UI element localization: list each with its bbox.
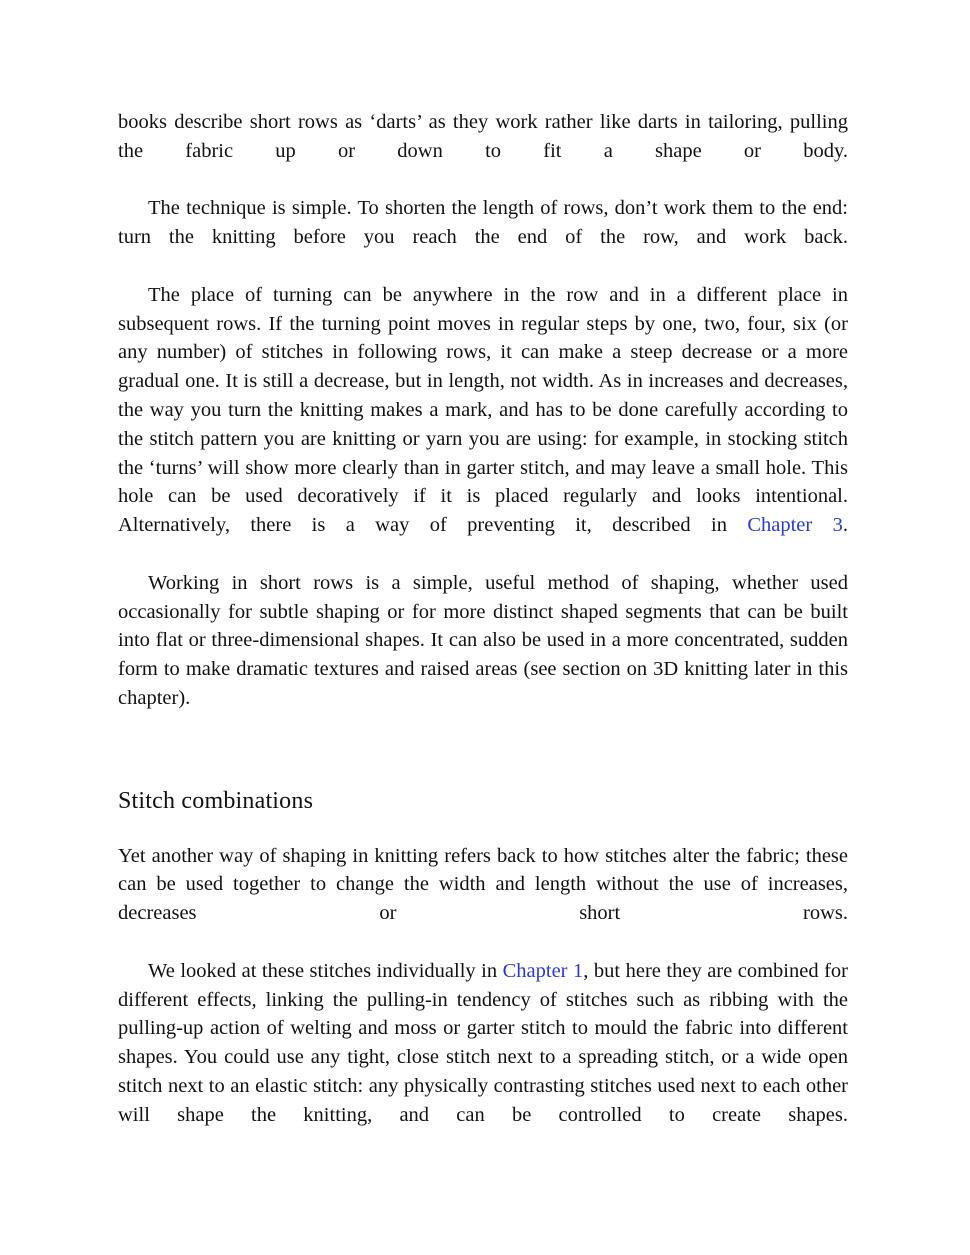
spacer-after-heading bbox=[118, 816, 848, 842]
text-run: books describe short rows as ‘darts’ as they work rather like darts in tailoring, pulling the fabric up or down to fit a shape or body. bbox=[118, 111, 848, 162]
text-run: Yet another way of shaping in knitting refers back to how stitches alter the fabric; these can be used together to change the width and length without the use of increases, decreases or short rows. bbox=[118, 844, 848, 925]
text-run: , but here they are combined for different effects, linking the pulling-in tendency of stitches such as ribbing with the pulling-up action of welting and moss or garter stitch to mould the fabric into different shapes. You could use any tight, close stitch next to a spreading stitch, or a wide open stitch next to an elastic stitch: any physically contrasting stitches used next to each other will shape the knitting, and can be controlled to create shapes. bbox=[118, 959, 848, 1126]
text-run: . bbox=[842, 514, 848, 537]
text-run: The place of turning can be anywhere in the row and in a different place in subsequent rows. If the turning point moves in regular steps by one, two, four, six (or any number) of stitches in following rows, it can make a steep decrease or a more gradual one. It is still a decrease, but in length, not width. As in increases and decreases, the way you turn the knitting makes a mark, and has to be done carefully according to the stitch pattern you are knitting or yarn you are using: for example, in stocking stitch the ‘turns’ will show more clearly than in garter stitch, and may leave a small hole. This hole can be used decoratively if it is placed regularly and looks intentional. Alternatively, there is a way of preventing it, described in bbox=[118, 283, 848, 537]
paragraph-3 bbox=[118, 281, 848, 569]
paragraph-5 bbox=[118, 842, 848, 957]
paragraph-6 bbox=[118, 957, 848, 1159]
section-heading: Stitch combinations bbox=[118, 787, 314, 814]
spacer-before-heading bbox=[118, 742, 848, 786]
chapter-link[interactable]: Chapter 3 bbox=[747, 514, 843, 537]
text-run: We looked at these stitches individually in bbox=[148, 959, 503, 982]
text-run: Working in short rows is a simple, useful method of shaping, whether used occasionally for subtle shaping or for more distinct shaped segments that can be built into flat or three-dimensional shapes. It can also be used in a more concentrated, sudden form to make dramatic textures and raised areas (see section on 3D knitting later in this chapter). bbox=[118, 571, 848, 709]
paragraph-2 bbox=[118, 194, 848, 280]
text-run: The technique is simple. To shorten the length of rows, don’t work them to the end: turn the knitting before you reach the end of the row, and work back. bbox=[118, 197, 848, 249]
paragraph-1 bbox=[118, 108, 848, 194]
paragraph-4 bbox=[118, 569, 848, 742]
text-column bbox=[118, 108, 848, 1158]
chapter-link[interactable]: Chapter 1 bbox=[502, 959, 584, 982]
